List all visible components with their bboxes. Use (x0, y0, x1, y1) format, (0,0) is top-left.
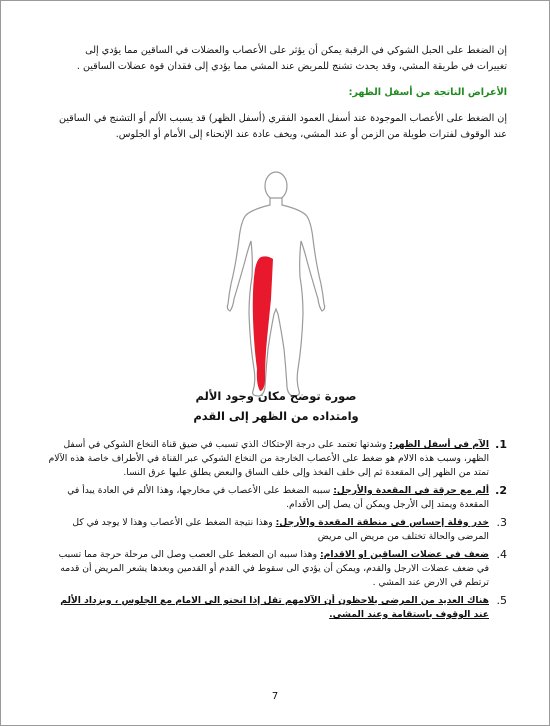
list-item (47, 516, 507, 544)
page-number: 7 (271, 691, 279, 702)
list-number: 3. (496, 516, 507, 529)
item-title: خدر وقلة إحساس في منطقة المقعدة والأرجل: (275, 517, 489, 528)
item-title: ألم مع حرقة في المقعدة والأرجل: (333, 485, 489, 496)
item-text-bold: هناك العديد من المرضى يلاحظون أن الآلامهم تقل إذا انحنو الى الامام مع الجلوس ، ويزداد الألم عند الوقوف باستقامة وعند المشي. (60, 595, 489, 620)
list-item (47, 484, 507, 512)
item-text: وهذا نتيجة الضغط على الأعصاب وهذا لا يوجد في كل المرضى والحالة تختلف من مريض الى مريض (72, 517, 489, 542)
intro-paragraph: إن الضغط على الحبل الشوكي في الرقبة يمكن أن يؤثر على الأعصاب والعضلات في الساقين مما يؤدي إلى تغييرات في طريقة المشي، وقد يحدث تشنج للمريض عند المشي مما يؤدي إلى فقدان قوة عضلات الساقين . (76, 45, 507, 72)
list-number: 2. (495, 484, 507, 497)
item-text: وشدتها تعتمد على درجة الإحتكاك الذي تسبب في ضيق قناة النخاع الشوكي في أسفل الظهر، وسبب هذه الالام هو ضغط على الأعصاب الخارجة من النخاع الشوكي عبر القناة في الأطراف خاصة هذه الآلام تمتد من الظهر إلى المقعدة ثم إلى خلف الفخذ وإلى خلف الساق والبعض يطلق عليها عرق النسا. (48, 439, 489, 478)
list-number: 5. (496, 594, 507, 607)
item-title: الآم في أسفل الظهر: (389, 439, 489, 450)
figure-caption-line2: وامتداده من الظهر إلى القدم (193, 409, 359, 423)
list-item (47, 548, 507, 590)
figure-caption-line1: صورة توضح مكان وجود الألم (195, 389, 357, 403)
list-number: 4. (496, 548, 507, 561)
lower-back-paragraph: إن الضغط على الأعصاب الموجودة عند أسفل العمود الفقري (أسفل الظهر) قد يسبب الألم أو التشنج في الساقين عند الوقوف لفترات طويلة من الزمن أو عند المشي، ويخف عادة عند الإنحناء إلى الأمام أو الجلوس. (58, 113, 507, 140)
list-item (47, 438, 507, 480)
item-text: وهذا سببه ان الضغط على العصب وصل الى مرحلة حرجة مما تسبب في ضعف عضلات الارجل والقدم، ويمكن أن يؤدي الى سقوط في القدم أو القدمين وبعدها يشعر المريض أن قدمه ترتطم في الارض عند المشي . (58, 549, 489, 588)
list-item (47, 594, 507, 622)
symptom-list (47, 438, 507, 626)
item-text: سببه الضغط على الأعصاب في مخارجها، وهذا الألم في العادة يبدأ في المقعدة ويمتد إلى الأرجل ويمكن أن يصل إلى الأقدام. (67, 485, 489, 510)
item-title: ضعف في عضلات الساقين او الاقدام: (319, 549, 489, 560)
list-number: 1. (495, 438, 507, 451)
section-heading: الأعراض الناتجة من أسفل الظهر: (348, 87, 507, 98)
body-pain-illustration (201, 169, 351, 399)
human-body-back-view (227, 172, 324, 396)
